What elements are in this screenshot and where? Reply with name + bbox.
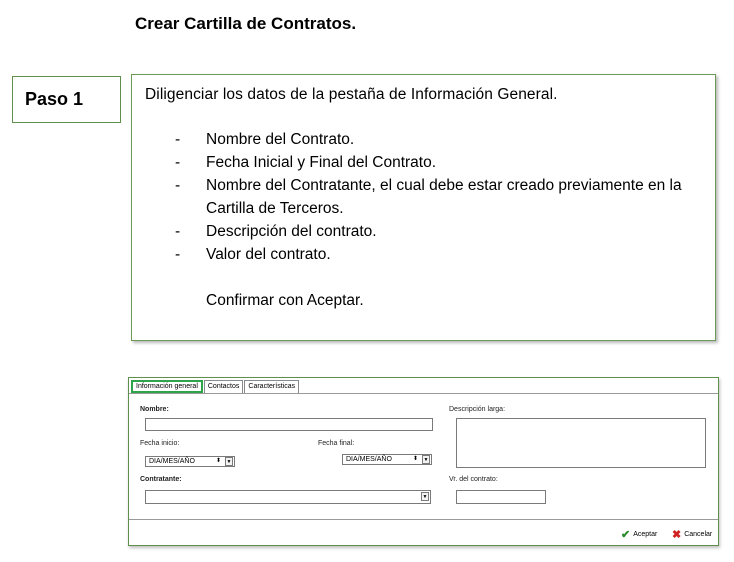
list-dash: -: [175, 223, 181, 240]
close-icon: ✖: [672, 529, 682, 541]
tab-caracteristicas[interactable]: Características: [244, 380, 299, 393]
tab-divider: [129, 393, 718, 394]
list-dash: -: [175, 154, 181, 171]
fecha-final-field[interactable]: [342, 454, 432, 465]
list-item-text: Descripción del contrato.: [206, 223, 377, 240]
chevron-down-icon[interactable]: ▼: [423, 457, 429, 463]
checkmark-icon: ✔: [621, 529, 631, 541]
chevron-down-icon[interactable]: ▼: [422, 494, 428, 500]
list-item: [145, 128, 703, 151]
document-title: Crear Cartilla de Contratos.: [135, 14, 357, 33]
spin-arrows-icon[interactable]: ⬍: [412, 456, 419, 462]
step-label-box: [12, 76, 121, 123]
instructions-intro: Diligenciar los datos de la pestaña de Información General.: [145, 86, 558, 103]
list-dash: -: [175, 131, 181, 148]
aceptar-button[interactable]: [621, 528, 657, 541]
fecha-final-label: Fecha final:: [318, 440, 355, 447]
list-item-text: Fecha Inicial y Final del Contrato.: [206, 154, 437, 171]
cancelar-button[interactable]: [672, 528, 712, 541]
list-item: [145, 151, 703, 174]
fecha-inicio-label: Fecha inicio:: [140, 440, 180, 447]
list-dash: -: [175, 246, 181, 263]
fecha-inicio-value: DIA/MES/AÑO: [149, 458, 195, 465]
step-label: Paso 1: [25, 89, 84, 109]
aceptar-label: Aceptar: [633, 531, 658, 538]
footer-divider: [129, 519, 718, 520]
valor-contrato-label: Vr. del contrato:: [449, 476, 498, 483]
descripcion-larga-textarea[interactable]: [456, 418, 706, 468]
instructions-list: [145, 128, 703, 266]
nombre-label: Nombre:: [140, 406, 169, 413]
chevron-down-icon[interactable]: ▼: [226, 459, 232, 465]
list-item: [145, 220, 703, 243]
tab-contactos[interactable]: Contactos: [204, 380, 244, 393]
valor-contrato-input[interactable]: [456, 490, 546, 504]
instructions-confirm: Confirmar con Aceptar.: [206, 292, 364, 309]
list-dash: -: [175, 177, 181, 194]
cancelar-label: Cancelar: [684, 531, 713, 538]
descripcion-larga-label: Descripción larga:: [449, 406, 506, 413]
form-tabs: [131, 380, 300, 393]
contratante-select[interactable]: [145, 490, 431, 504]
list-item: [145, 243, 703, 266]
contract-form-screenshot: [128, 377, 719, 546]
list-item-text: Nombre del Contrato.: [206, 131, 355, 148]
contratante-label: Contratante:: [140, 476, 182, 483]
fecha-final-value: DIA/MES/AÑO: [346, 456, 392, 463]
tab-informacion-general[interactable]: Información general: [131, 380, 203, 393]
list-item-text: Valor del contrato.: [206, 246, 331, 263]
fecha-inicio-field[interactable]: [145, 456, 235, 467]
list-item: [145, 174, 703, 220]
list-item-text: Nombre del Contratante, el cual debe estar creado previamente en la Cartilla de Terceros.: [206, 177, 682, 217]
spin-arrows-icon[interactable]: ⬍: [215, 458, 222, 464]
nombre-input[interactable]: [145, 418, 433, 431]
instructions-box: [131, 74, 716, 341]
